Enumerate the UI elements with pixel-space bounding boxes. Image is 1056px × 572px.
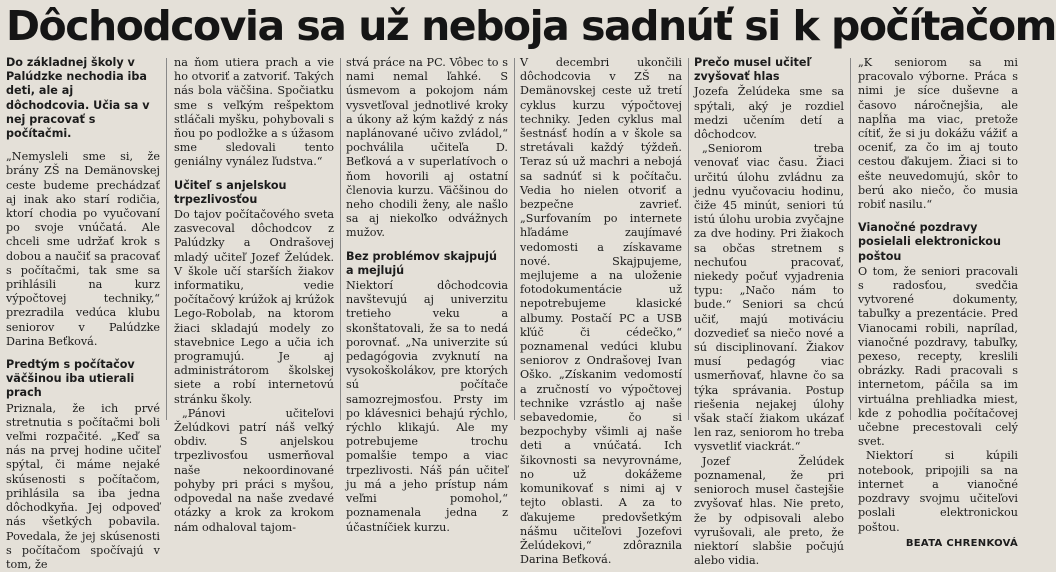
column-6: [858, 56, 1018, 549]
column-divider: [340, 58, 341, 420]
article-lead: Do základnej školy v Palúdzke nechodia iba deti, ale aj dôchodcovia. Učia sa v nej pracovať s počítačmi.: [6, 56, 150, 141]
column-2: [174, 56, 334, 534]
column-divider: [514, 58, 515, 420]
paragraph: Do tajov počítačového sveta zasvecoval dôchodcov z Palúdzky a Ondrašovej mladý učiteľ Jozef Želúdek. V škole učí starších žiakov informatiku, vedie počítačový krúžok aj krúžok Lego-Robolab, na ktorom žiaci skladajú modely zo stavebnice Lego a učia ich programujú. Je aj administrátorom školskej siete a robí internetovú stránku školy.: [174, 208, 334, 406]
column-divider: [166, 58, 167, 420]
column-divider: [688, 58, 689, 420]
paragraph: O tom, že seniori pracovali s radosťou, svedčia vytvorené dokumenty, tabuľky a prezentácie. Pred Vianocami robili, naprílad, vianočné pozdravy, tabuľky, pexeso, recepty, kreslili obrázky. Radi pracovali s internetom, páčila sa im virtuálna prehliadka miest, kde z pohodlia počítačovej učebne precestovali celý svet.: [858, 264, 1018, 449]
subheading: Prečo musel učiteľ zvyšovať hlas: [694, 56, 812, 84]
article-headline: Dôchodcovia sa už neboja sadnúť si k počítačom: [6, 2, 1056, 50]
column-1: [6, 56, 160, 571]
paragraph: Jozef Želúdek poznamenal, že pri senioroch musel častejšie zvyšovať hlas. Nie preto, že by odpisovali alebo vyrušovali, ale preto, že niektorí slabšie počujú alebo vidia.: [694, 454, 844, 568]
paragraph: Priznala, že ich prvé stretnutia s počítačmi boli veľmi rozpačité. „Keď sa nás na prvej hodine učiteľ spýtal, či máme nejaké skúsenosti s počítačom, prihlásila sa iba jedna dôchodkyňa. Jej odpoveď nás všetkých pobavila. Povedala, že jej skúsenosti s počítačom spočívajú v tom, že: [6, 401, 160, 571]
subheading: Učiteľ s anjelskou trpezlivosťou: [174, 178, 287, 206]
paragraph: Jozefa Želúdeka sme sa spýtali, aký je rozdiel medzi učením detí a dôchodcov.: [694, 85, 844, 142]
paragraph: „K seniorom sa mi pracovalo výborne. Práca s nimi je síce duševne a časovo náročnejšia, ale napĺňa ma viac, pretože cítiť, že si ju dokážu vážiť a oceniť, za čo im aj touto cestou ďakujem. Žiaci si to ešte neuvedomujú, skôr to berú ako niečo, čo musia robiť nasilu.“: [858, 56, 1018, 212]
paragraph: na ňom utiera prach a vie ho otvoriť a zatvoriť. Takých nás bola väčšina. Spočiatku sme s veľkým rešpektom stláčali myšku, pohybovali s ňou po podložke a s úžasom sme sledovali tento geniálny vynález ľudstva.“: [174, 56, 334, 169]
column-divider: [850, 58, 851, 420]
author-signature: BEATA CHRENKOVÁ: [905, 537, 1018, 549]
column-3: [346, 56, 508, 534]
subheading: Bez problémov skajpujú a mejlujú: [346, 249, 497, 277]
column-5: [694, 56, 844, 568]
paragraph: „Seniorom treba venovať viac času. Žiaci určitú úlohu zvládnu za jednu vyučovaciu hodinu, čiže 45 minút, seniori tú istú úlohu urobia zvyčajne za dve hodiny. Pri žiakoch sa občas stretnem s nechuťou pracovať, niekedy počuť vyjadrenia typu: „Načo nám to bude.“ Seniori sa chcú učiť, majú motiváciu dozvedieť sa niečo nové a sú disciplinovaní. Žiakov musí pedagóg viac usmerňovať, hlavne čo sa týka správania. Postup riešenia nejakej úlohy však stačí žiakom ukázať len raz, seniorom ho treba vysvetliť viackrát.“: [694, 142, 844, 454]
paragraph: Niektorí si kúpili notebook, pripojili sa na internet a vianočné pozdravy svojmu učiteľovi poslali elektronickou poštou.: [858, 449, 1018, 534]
paragraph: Niektorí dôchodcovia navštevujú aj univerzitu tretieho veku a skonštatovali, že sa to nedá porovnať. „Na univerzite sú pedagógovia zvyknutí na vysokoškolákov, pre ktorých sú počítače samozrejmosťou. Prsty im po klávesnici behajú rýchlo, rýchlo klikajú. Ale my potrebujeme trochu pomalšie tempo a viac trpezlivosti. Náš pán učiteľ ju má a jeho prístup nám veľmi pomohol,“ poznamenala jedna z účastníčiek kurzu.: [346, 279, 508, 534]
subheading: Predtým s počítačov väčšinou iba utierali prach: [6, 358, 135, 400]
paragraph: „Nemysleli sme si, že brány ZŠ na Demänovskej ceste budeme prechádzať aj inak ako starí rodičia, ktorí chodia po vyučovaní po svoje vnúčatá. Ale chceli sme udržať krok s dobou a naučiť sa pracovať s počítačmi, tak sme sa prihlásili na kurz výpočtovej techniky,“ prezradila vedúca klubu seniorov v Palúdzke Darina Beťková.: [6, 150, 160, 348]
subheading: Vianočné pozdravy posielali elektronickou poštou: [858, 221, 1001, 263]
column-4: [520, 56, 682, 567]
paragraph: stvá práce na PC. Vôbec to s nami nemal ľahké. S úsmevom a pokojom nám vysvetľoval jednotlivé kroky a úkony až kým každý z nás naplánované učivo zvládol,“ pochválila učiteľa D. Beťková a v superlatívoch o ňom hovorili aj ostatní členovia kurzu. Väčšinou do neho chodili ženy, ale našlo sa aj niekoľko odvážnych mužov.: [346, 56, 508, 240]
paragraph: V decembri ukončili dôchodcovia v ZŠ na Demänovskej ceste už tretí cyklus kurzu výpočtovej techniky. Jeden cyklus mal šestnásť hodín a v škole sa stretávali každý týždeň. Teraz sú už machri a nebojá sa sadnúť si k počítaču. Vedia ho nielen otvoriť a bezpečne zavrieť. „Surfovaním po internete hľadáme zaujímavé vedomosti a získavame nové. Skajpujeme, mejlujeme a na uloženie fotodokumentácie už nepotrebujeme klasické albumy. Postačí PC a USB kľúč či cédečko,“ poznamenal vedúci klubu seniorov z Ondrašovej Ivan Oško. „Získanim vedomostí a zručností vo výpočtovej technike vzrástlo aj naše sebavedomie, čo si bezpochyby všimli aj naše deti a vnúčatá. Ich šikovnosti sa nevyrovnáme, no už dokážeme komunikovať s nimi aj v tejto oblasti. A za to ďakujeme predovšetkým nášmu učiteľovi Jozefovi Želúdekovi,“ zdôraznila Darina Beťková.: [520, 56, 682, 567]
paragraph: „Pánovi učiteľovi Želúdkovi patrí náš veľký obdiv. S anjelskou trpezlivosťou usmerňoval naše nekoordinované pohyby pri práci s myšou, odpovedal na naše zvedavé otázky a krok za krokom nám odhaloval tajom-: [174, 406, 334, 534]
